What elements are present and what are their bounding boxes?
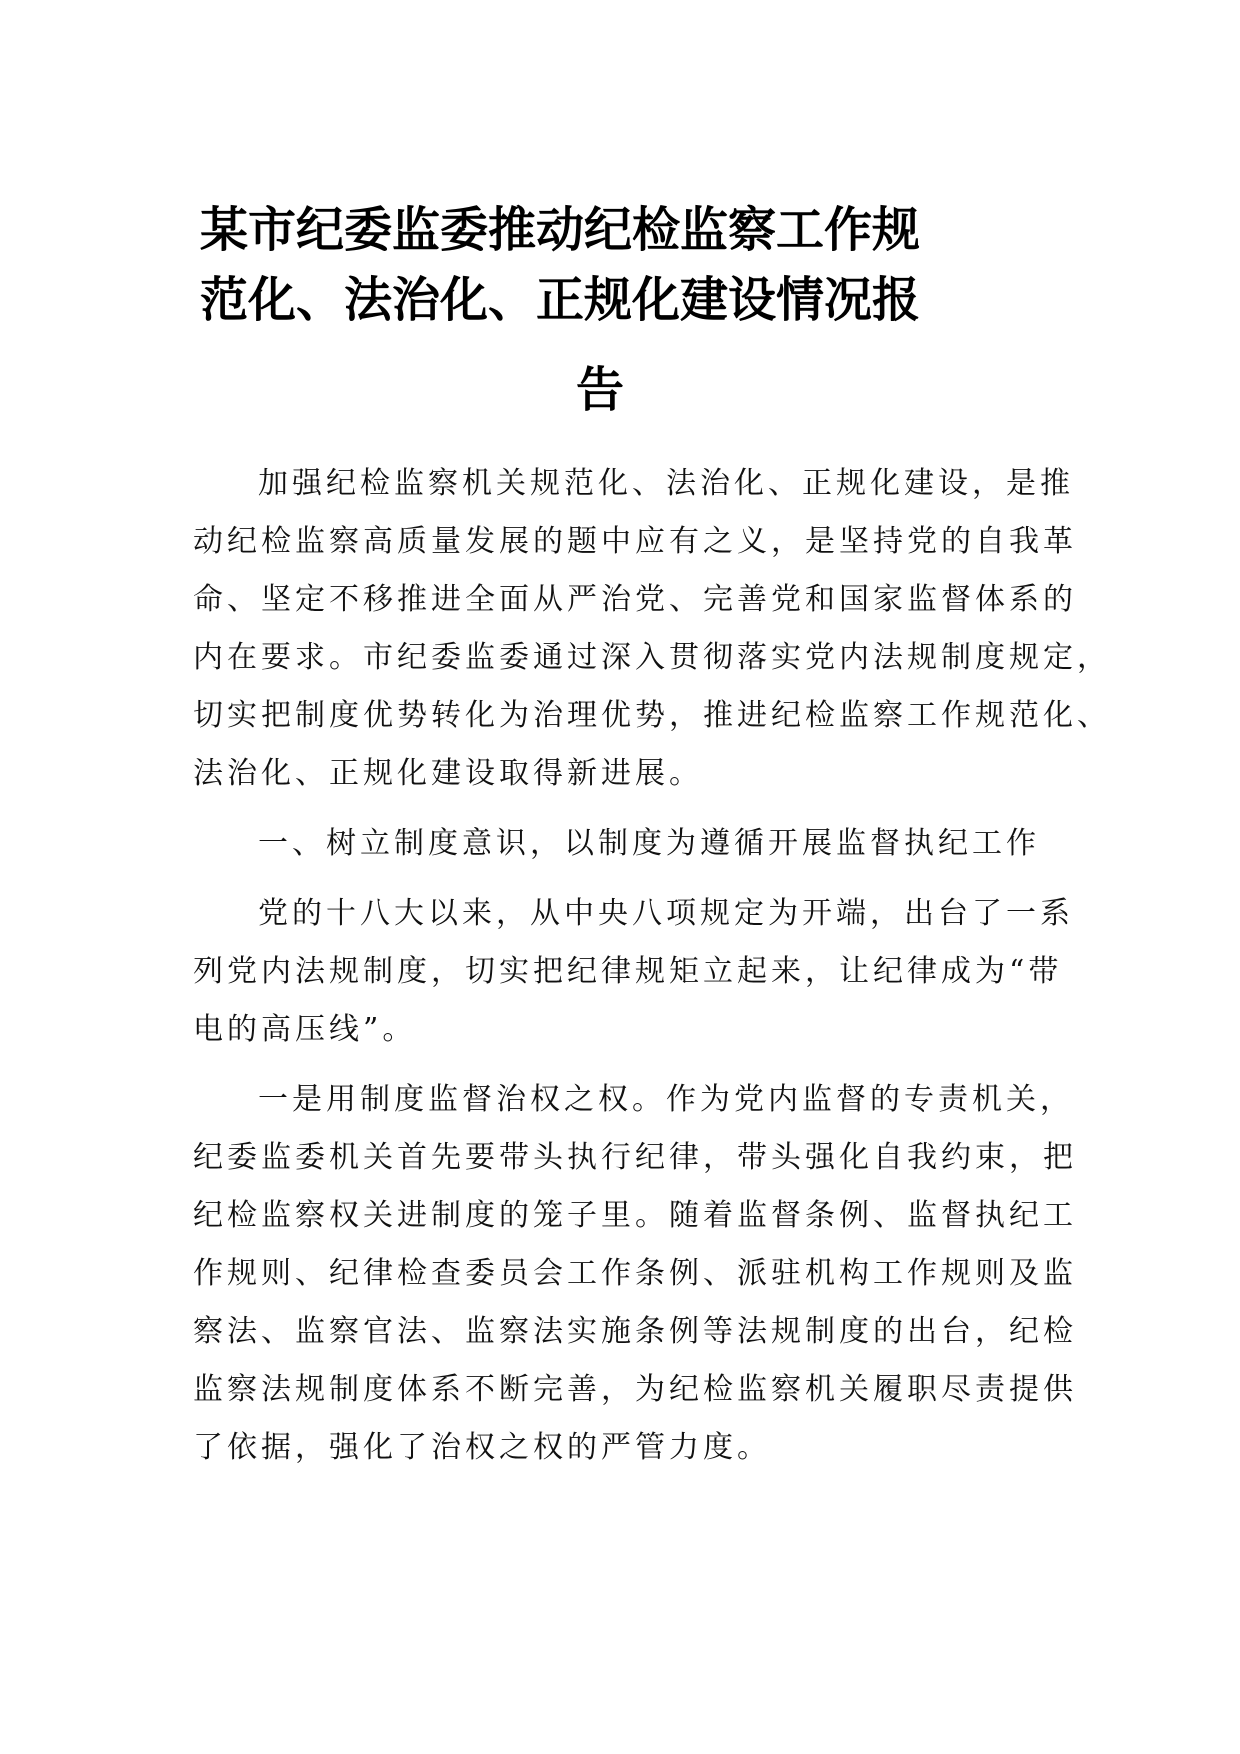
paragraph-line: 动纪检监察高质量发展的题中应有之义，是坚持党的自我革 <box>193 524 1077 559</box>
paragraph-background <box>193 885 1074 1059</box>
paragraph-line: 列党内法规制度，切实把纪律规矩立起来，让纪律成为“带 <box>193 954 1063 989</box>
section-heading-line: 一、树立制度意识，以制度为遵循开展监督执纪工作 <box>258 826 1040 861</box>
section-heading <box>193 815 1053 873</box>
paragraph-line: 党的十八大以来，从中央八项规定为开端，出台了一系 <box>258 896 1074 931</box>
document-body <box>193 455 1111 1477</box>
title-line: 范化、法治化、正规化建设情况报 <box>200 272 921 328</box>
paragraph-line: 命、坚定不移推进全面从严治党、完善党和国家监督体系的 <box>193 582 1077 617</box>
paragraph-intro <box>193 455 1111 803</box>
paragraph-line: 作规则、纪律检查委员会工作条例、派驻机构工作规则及监 <box>193 1256 1077 1291</box>
paragraph-line: 法治化、正规化建设取得新进展。 <box>193 756 703 791</box>
document-title <box>200 195 1040 425</box>
title-line: 某市纪委监委推动纪检监察工作规 <box>200 202 921 258</box>
paragraph-line: 监察法规制度体系不断完善，为纪检监察机关履职尽责提供 <box>193 1372 1077 1407</box>
paragraph-line: 加强纪检监察机关规范化、法治化、正规化建设，是推 <box>258 466 1074 501</box>
paragraph-gap <box>193 803 1053 815</box>
paragraph-line: 纪检监察权关进制度的笼子里。随着监督条例、监督执纪工 <box>193 1198 1077 1233</box>
paragraph-point-one <box>193 1071 1077 1477</box>
paragraph-line: 一是用制度监督治权之权。作为党内监督的专责机关， <box>258 1082 1074 1117</box>
paragraph-gap <box>193 1059 1053 1071</box>
paragraph-line: 切实把制度优势转化为治理优势，推进纪检监察工作规范化、 <box>193 698 1111 733</box>
title-line: 告 <box>575 362 624 418</box>
paragraph-line: 纪委监委机关首先要带头执行纪律，带头强化自我约束，把 <box>193 1140 1077 1175</box>
paragraph-line: 察法、监察官法、监察法实施条例等法规制度的出台，纪检 <box>193 1314 1077 1349</box>
paragraph-line: 内在要求。市纪委监委通过深入贯彻落实党内法规制度规定， <box>193 640 1111 675</box>
paragraph-line: 了依据，强化了治权之权的严管力度。 <box>193 1430 771 1465</box>
paragraph-gap <box>193 873 1053 885</box>
paragraph-line: 电的高压线”。 <box>193 1012 417 1047</box>
